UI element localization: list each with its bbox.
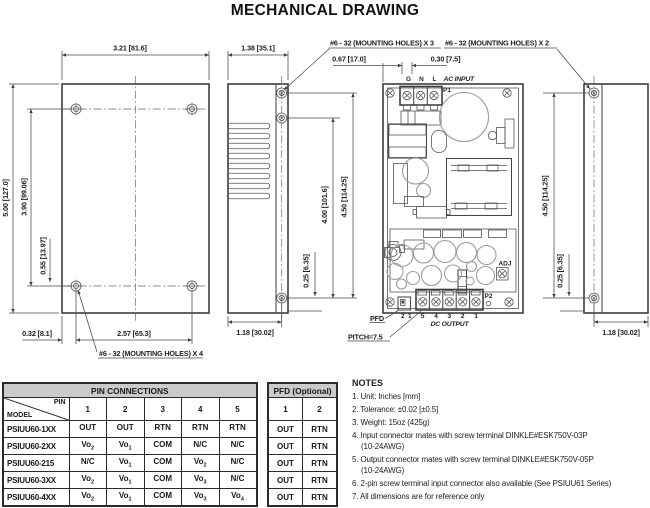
note-line: 5. Output connector mates with screw terminal DINKLE#ESK750V-05P — [352, 455, 594, 464]
ac-terminal-g: G — [405, 76, 412, 83]
table-row — [268, 421, 337, 438]
relay — [413, 207, 450, 219]
callout-mounting-holes-3: #6 - 32 (MOUNTING HOLES) X 3 — [330, 38, 434, 48]
dc-terminal-block — [416, 290, 483, 311]
notes-heading: NOTES — [352, 378, 384, 388]
dc-pin-5: 5 — [420, 313, 425, 320]
dim-side-hole-outer: 4.50 [114.25] — [339, 176, 349, 218]
callout-mounting-holes-4: #6 - 32 (MOUNTING HOLES) X 4 — [99, 349, 203, 358]
pfd-table-title: PFD (Optional) — [268, 383, 337, 398]
pfd-value: RTN — [303, 455, 338, 472]
table-row — [3, 421, 257, 438]
dc-pin-4: 4 — [434, 313, 438, 320]
note-line: 3. Weight: 15oz (425g) — [352, 418, 430, 427]
pfd-value: OUT — [268, 489, 303, 507]
pfd-value: RTN — [303, 472, 338, 489]
heatsink-fins — [227, 123, 269, 199]
dim-side-hole-inner: 4.00 [101.6] — [320, 186, 329, 224]
pitch-callout: PITCH=7.5 — [348, 332, 383, 342]
page-title: MECHANICAL DRAWING — [230, 2, 420, 19]
vent-slot — [432, 131, 447, 153]
note-line-continuation: (10-24AWG) — [361, 466, 405, 475]
dc-pin-2: 2 — [460, 313, 465, 320]
pin-col-4: 4 — [182, 398, 220, 421]
pfd-value: OUT — [268, 438, 303, 455]
dim-front-hole-h: 2.57 [65.3] — [117, 329, 151, 338]
pfd-callout: PFD — [370, 314, 384, 323]
pin-value: RTN — [219, 421, 257, 438]
pin-value: $Vo_1$ — [107, 472, 145, 489]
model-name: PSIUU60-2XX — [3, 438, 69, 455]
top-outline — [383, 84, 523, 313]
front-view — [1, 44, 209, 359]
pfd-value: RTN — [303, 421, 338, 438]
table-row — [3, 438, 257, 455]
table-row — [3, 455, 257, 472]
callout-mounting-holes-2: #6 - 32 (MOUNTING HOLES) X 2 — [445, 38, 549, 48]
table-row — [268, 455, 337, 472]
pin-value: $Vo_3$ — [182, 489, 220, 507]
note-line-continuation: (10-24AWG) — [361, 442, 405, 451]
pin-value: $Vo_1$ — [107, 438, 145, 455]
pin-value: RTN — [144, 421, 182, 438]
pfd-value: OUT — [268, 472, 303, 489]
pin-value: $Vo_2$ — [182, 455, 220, 472]
top-view — [332, 55, 523, 342]
input-transformer — [389, 124, 427, 158]
pfd-col-2: 2 — [303, 398, 338, 421]
notes-section — [352, 378, 650, 505]
note-line: 1. Unit: Inches [mm] — [352, 392, 421, 401]
pin-value: RTN — [182, 421, 220, 438]
dim-right-bottom: 1.18 [30.02] — [602, 328, 640, 337]
pin-value: N/C — [219, 438, 257, 455]
model-name: PSIUU60-1XX — [3, 421, 69, 438]
pin-value: OUT — [107, 421, 145, 438]
dim-ac-left: 0.67 [17.0] — [332, 54, 366, 64]
p2-label: P2 — [484, 293, 493, 300]
corner-screw — [386, 298, 394, 306]
pfd-table — [267, 382, 338, 507]
pin-col-3: 3 — [144, 398, 182, 421]
adj-potentiometer — [497, 268, 509, 281]
pfd-header-row — [268, 398, 337, 421]
note-line: 7. All dimensions are for reference only — [352, 492, 485, 501]
model-header: MODEL — [7, 412, 33, 419]
note-line: 4. Input connector mates with screw terminal DINKLE#ESK750V-03P — [352, 431, 588, 440]
dim-front-hole-left: 0.32 [8.1] — [22, 329, 52, 338]
dim-right-hole-edge: 0.25 [6.35] — [555, 254, 565, 288]
pin-value: N/C — [219, 472, 257, 489]
model-name: PSIUU60-4XX — [3, 489, 69, 507]
dim-front-hole-v: 3.90 [99.06] — [19, 178, 29, 216]
model-name: PSIUU60-3XX — [3, 472, 69, 489]
pfd-col-1: 1 — [268, 398, 303, 421]
pin-value: COM — [144, 489, 182, 507]
pin-col-2: 2 — [107, 398, 145, 421]
pfd-pin-2: 2 — [400, 313, 405, 320]
bulk-capacitor — [440, 93, 489, 142]
pin-value: OUT — [69, 421, 107, 438]
right-outline — [584, 84, 648, 313]
pin-value: $Vo_1$ — [107, 489, 145, 507]
dc-output-label: DC OUTPUT — [430, 321, 469, 328]
dim-ac-pitch: 0.30 [7.5] — [430, 54, 461, 64]
dim-front-width: 3.21 [81.6] — [113, 43, 147, 53]
dim-side-width: 1.38 [35.1] — [241, 43, 275, 53]
dim-front-height: 5.00 [127.0] — [1, 179, 10, 217]
pin-value: N/C — [182, 438, 220, 455]
dc-pin-3: 3 — [447, 313, 452, 320]
pin-value: COM — [144, 472, 182, 489]
pin-value: $Vo_1$ — [107, 455, 145, 472]
note-line: 2. Tolerance: ±0.02 [±0.5] — [352, 405, 439, 414]
pin-value: COM — [144, 438, 182, 455]
ac-terminal-l: L — [432, 76, 437, 83]
pin-value: N/C — [219, 455, 257, 472]
pfd-pin-1: 1 — [407, 313, 412, 320]
pfd-connector — [398, 297, 411, 310]
pfd-value: RTN — [303, 438, 338, 455]
adj-label: ADJ — [498, 260, 512, 268]
note-line: 6. 2-pin screw terminal input connector also available (See PSIUU61 Series) — [352, 479, 612, 488]
dim-side-hole-edge: 0.25 [6.35] — [301, 254, 311, 288]
corner-screw — [386, 89, 394, 97]
pfd-value: OUT — [268, 421, 303, 438]
pin-col-5: 5 — [219, 398, 257, 421]
pin-value: $Vo_2$ — [69, 489, 107, 507]
ac-input-label: AC INPUT — [443, 76, 474, 83]
pin-header-row — [3, 398, 257, 421]
table-row — [268, 438, 337, 455]
pin-col-1: 1 — [69, 398, 107, 421]
model-name: PSIUU60-215 — [3, 455, 69, 472]
dim-side-bottom: 1.18 [30.02] — [236, 328, 274, 337]
table-row — [3, 472, 257, 489]
output-capacitors — [387, 241, 496, 290]
pin-value: COM — [144, 455, 182, 472]
ac-terminal-n: N — [419, 76, 424, 83]
pin-model-diagonal-cell — [3, 398, 69, 421]
pin-value: N/C — [69, 455, 107, 472]
pin-value: $Vo_3$ — [182, 472, 220, 489]
pfd-value: OUT — [268, 455, 303, 472]
corner-screw — [503, 89, 511, 97]
dc-pin-1: 1 — [474, 313, 478, 320]
pin-connections-table — [2, 382, 258, 507]
table-row — [3, 489, 257, 507]
pin-table-title: PIN CONNECTIONS — [3, 383, 257, 398]
ac-terminal-block — [400, 87, 442, 126]
p1-label: P1 — [443, 87, 451, 94]
dim-front-hole-bottom: 0.55 [13.97] — [38, 237, 48, 275]
pfd-value: RTN — [303, 489, 338, 507]
bracket-assembly — [488, 119, 514, 148]
main-transformer — [447, 159, 512, 216]
pin-value: $Vo_4$ — [219, 489, 257, 507]
dim-right-hole-outer: 4.50 [114.25] — [540, 175, 550, 217]
table-row — [268, 489, 337, 507]
mounting-hole — [186, 103, 199, 116]
pin-value: $Vo_2$ — [69, 438, 107, 455]
pin-header: PIN — [53, 399, 66, 406]
pin-value: $Vo_2$ — [69, 472, 107, 489]
corner-screw — [505, 298, 513, 306]
table-row — [268, 472, 337, 489]
